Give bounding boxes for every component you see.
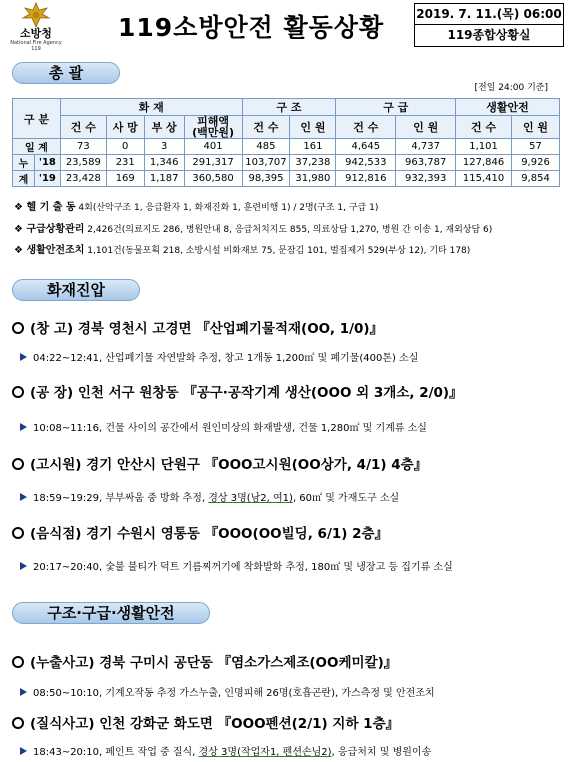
report-header (0, 0, 572, 50)
safety-line (14, 241, 470, 256)
emergency-label: ❖ 구급상황관리 (14, 224, 85, 235)
table-cell: 1,187 (144, 171, 184, 187)
detail-text: 20:17~20:40, 숯불 불티가 덕트 기름찌꺼기에 착화발화 추정, 180㎡ 및 냉장고 등 집기류 소실 (33, 562, 453, 573)
table-cell: 9,926 (512, 155, 560, 171)
table-cell: 127,846 (456, 155, 512, 171)
col-header: 부 상 (144, 116, 184, 139)
table-cell: 0 (106, 139, 144, 155)
table-cell: 161 (290, 139, 336, 155)
detail-underlined: 경상 3명(작업자1, 펜션손님2) (198, 747, 332, 758)
circle-bullet-icon (12, 527, 24, 539)
col-header: 건 수 (456, 116, 512, 139)
safety-text: 1,101건(동물포획 218, 소방시설 비화재보 75, 문잠김 101, 벌집제거 529(부상 12), 기타 178) (87, 246, 471, 256)
table-header-category: 구 분 (13, 99, 61, 139)
incident-head: (음식점) 경기 수원시 영통동 『OOO(OO빌딩, 6/1) 2층』 (30, 526, 389, 542)
triangle-bullet-icon (20, 423, 27, 431)
heli-label: ❖ 헬 기 출 동 (14, 202, 76, 213)
circle-bullet-icon (12, 386, 24, 398)
report-date: 2019. 7. 11.(목) 06:00 (415, 4, 563, 25)
incident-detail (20, 489, 399, 504)
agency-name: 소방청 (20, 27, 52, 40)
table-cell: 23,589 (60, 155, 106, 171)
agency-logo (8, 2, 64, 52)
table-cell: 360,580 (184, 171, 242, 187)
page-title: 119소방안전 활동상황 (118, 13, 385, 42)
table-header-fire: 화 재 (60, 99, 242, 116)
detail-underlined: 경상 3명(남2, 여1) (208, 493, 293, 504)
table-cell: 73 (60, 139, 106, 155)
safety-label: ❖ 생활안전조치 (14, 245, 85, 256)
agency-name-en: National Fire Agency 119 (10, 40, 62, 52)
col-header: 건 수 (242, 116, 290, 139)
col-header: 사 망 (106, 116, 144, 139)
circle-bullet-icon (12, 458, 24, 470)
emergency-text: 2,426건(의료지도 286, 병원안내 8, 응급처치지도 855, 의료상담 1,270, 병원 간 이송 1, 재외상담 6) (87, 225, 493, 235)
incident-head: (고시원) 경기 안산시 단원구 『OOO고시원(OO상가, 4/1) 4층』 (30, 457, 428, 473)
col-header: 건 수 (60, 116, 106, 139)
table-cell: 4,645 (336, 139, 396, 155)
circle-bullet-icon (12, 717, 24, 729)
summary-table (12, 98, 560, 187)
table-cell: 912,816 (336, 171, 396, 187)
detail-text: , 60㎡ 및 가재도구 소실 (292, 493, 400, 504)
triangle-bullet-icon (20, 353, 27, 361)
rescue-incident-suffocation (12, 712, 399, 732)
rescue-section-title: 구조·구급·생활안전 (12, 602, 210, 624)
incident-head: (공 장) 인천 서구 원창동 『공구·공작기계 생산(OOO 외 3개소, 2/0)』 (30, 385, 463, 401)
table-cell: 98,395 (242, 171, 290, 187)
col-header-damage: 피해액 (백만원) (184, 116, 242, 139)
circle-bullet-icon (12, 656, 24, 668)
table-cell: 1,101 (456, 139, 512, 155)
table-row-2018 (13, 155, 560, 171)
incident-detail (20, 419, 427, 434)
row-label-year: '18 (34, 155, 60, 171)
table-cell: 115,410 (456, 171, 512, 187)
table-cell: 401 (184, 139, 242, 155)
table-cell: 23,428 (60, 171, 106, 187)
fire-incident-gosiwon (12, 453, 427, 473)
rescue-incident-leak (12, 651, 397, 671)
table-cell: 291,317 (184, 155, 242, 171)
circle-bullet-icon (12, 322, 24, 334)
report-office: 119종합상황실 (447, 28, 531, 42)
emergency-line (14, 220, 492, 235)
row-label: 일 계 (13, 139, 61, 155)
incident-head: (누출사고) 경북 구미시 공단동 『염소가스제조(OO케미칼)』 (30, 655, 398, 671)
col-header: 인 원 (396, 116, 456, 139)
detail-text: 18:43~20:10, 페인트 작업 중 질식, (33, 747, 199, 758)
fire-agency-emblem-icon (21, 2, 51, 28)
heli-line (14, 198, 378, 213)
table-cell: 932,393 (396, 171, 456, 187)
table-cell: 169 (106, 171, 144, 187)
fire-incident-restaurant (12, 522, 388, 542)
detail-text: 04:22~12:41, 산업폐기물 자연발화 추정, 창고 1개동 1,200㎡ 및 폐기물(400톤) 소실 (33, 353, 419, 364)
detail-text: 18:59~19:29, 부부싸움 중 방화 추정, (33, 493, 209, 504)
row-label: 계 (13, 171, 35, 187)
table-cell: 3 (144, 139, 184, 155)
triangle-bullet-icon (20, 747, 27, 755)
summary-note: [전일 24:00 기준] (474, 83, 548, 93)
table-row-daily (13, 139, 560, 155)
col-header: 건 수 (336, 116, 396, 139)
table-cell: 31,980 (290, 171, 336, 187)
table-row-2019 (13, 171, 560, 187)
table-cell: 57 (512, 139, 560, 155)
table-cell: 37,238 (290, 155, 336, 171)
triangle-bullet-icon (20, 562, 27, 570)
col-header: 인 원 (512, 116, 560, 139)
summary-section-title: 총 괄 (12, 62, 120, 84)
incident-detail (20, 743, 431, 758)
table-cell: 103,707 (242, 155, 290, 171)
detail-text: 10:08~11:16, 건물 사이의 공간에서 원인미상의 화재발생, 건물 1,280㎡ 및 기계류 소실 (33, 423, 427, 434)
triangle-bullet-icon (20, 688, 27, 696)
incident-head: (창 고) 경북 영천시 고경면 『산업폐기물적재(OO, 1/0)』 (30, 321, 384, 337)
col-header: 인 원 (290, 116, 336, 139)
table-cell: 963,787 (396, 155, 456, 171)
table-cell: 485 (242, 139, 290, 155)
table-header-safety: 생활안전 (456, 99, 560, 116)
table-cell: 942,533 (336, 155, 396, 171)
detail-text: , 응급처치 및 병원이송 (331, 747, 432, 758)
row-label: 누 (13, 155, 35, 171)
incident-detail (20, 684, 435, 699)
table-cell: 231 (106, 155, 144, 171)
fire-section-title: 화재진압 (12, 279, 140, 301)
table-cell: 1,346 (144, 155, 184, 171)
incident-detail (20, 558, 453, 573)
date-box (414, 3, 564, 47)
heli-text: 4회(산악구조 1, 응급환자 1, 화재진화 1, 훈련비행 1) / 2명(구조 1, 구급 1) (78, 203, 379, 213)
row-label-year: '19 (34, 171, 60, 187)
detail-text: 08:50~10:10, 기계오작동 추정 가스누출, 인명피해 26명(호흡곤란), 가스측정 및 안전조치 (33, 688, 435, 699)
fire-incident-warehouse (12, 317, 383, 337)
triangle-bullet-icon (20, 493, 27, 501)
table-header-ems: 구 급 (336, 99, 456, 116)
fire-incident-factory (12, 381, 463, 401)
table-cell: 9,854 (512, 171, 560, 187)
table-header-rescue: 구 조 (242, 99, 336, 116)
incident-head: (질식사고) 인천 강화군 화도면 『OOO펜션(2/1) 지하 1층』 (30, 716, 400, 732)
table-cell: 4,737 (396, 139, 456, 155)
incident-detail (20, 349, 418, 364)
